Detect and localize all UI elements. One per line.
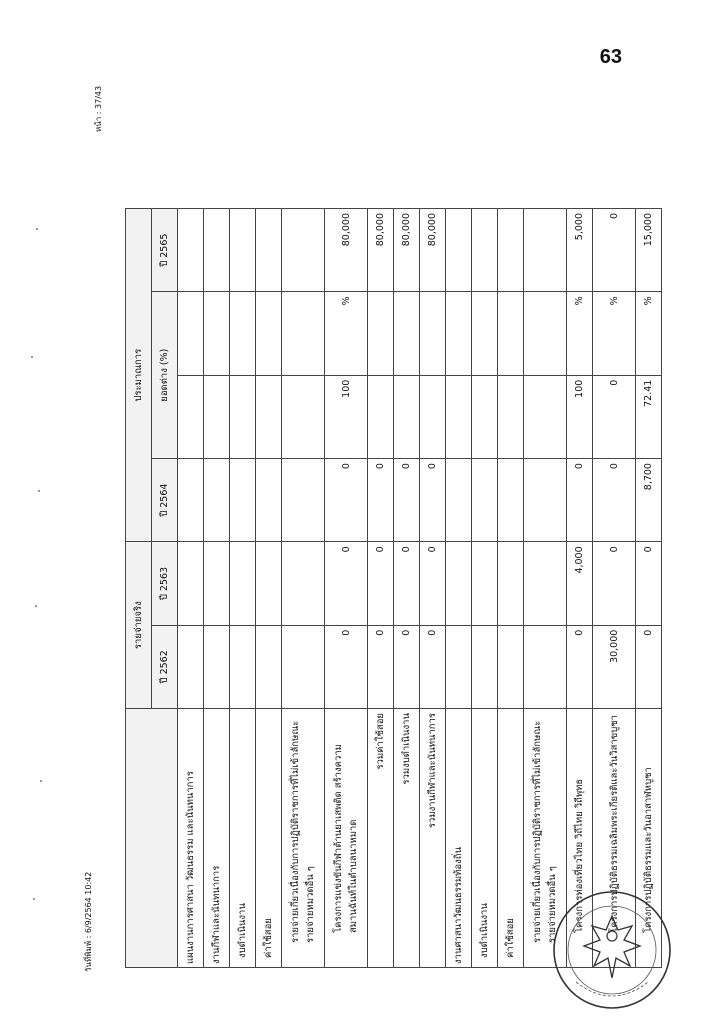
cell-2562 [256,625,282,708]
cell-2564: 0 [593,459,636,542]
cell-2564 [256,459,282,542]
cell-2565 [472,209,498,292]
cell-2564 [204,459,230,542]
table-row [178,209,204,968]
cell-percent-unit [524,292,567,375]
row-label: รายจ่ายเกี่ยวเนื่องกับการปฏิบัติราชการที่ไม่เข้าลักษณะรายจ่ายหมวดอื่น ๆ [282,709,325,968]
cell-percent-unit [230,292,256,375]
cell-percent-unit: % [593,292,636,375]
row-label: งบดำเนินงาน [472,709,498,968]
cell-2562 [498,625,524,708]
cell-2564 [230,459,256,542]
cell-2562 [524,625,567,708]
table-row [325,209,368,968]
cell-diff-percent: 72.41 [636,375,662,458]
cell-percent-unit: % [567,292,593,375]
cell-2562: 0 [420,625,446,708]
header-col-2563: ปี 2563 [152,542,178,625]
table-row [256,209,282,968]
table-row [204,209,230,968]
cell-percent-unit [282,292,325,375]
table-row [420,209,446,968]
cell-2563: 0 [593,542,636,625]
cell-percent-unit [472,292,498,375]
row-label: รวมงานกีฬาและนันทนาการ [420,709,446,968]
cell-2565: 15,000 [636,209,662,292]
cell-2564 [282,459,325,542]
cell-2562 [282,625,325,708]
header-blank-cell [126,709,178,968]
table-row [498,209,524,968]
cell-2562: 0 [567,625,593,708]
row-label: โครงการปฏิบัติธรรมและวันอาสาฬหบูชา [636,709,662,968]
cell-percent-unit [204,292,230,375]
table-row [524,209,567,968]
cell-2564 [524,459,567,542]
cell-diff-percent: 100 [325,375,368,458]
row-label: รวมงบดำเนินงาน [394,709,420,968]
row-label: รวมค่าใช้สอย [368,709,394,968]
header-col-2564: ปี 2564 [152,459,178,542]
cell-2563: 0 [636,542,662,625]
cell-diff-percent [524,375,567,458]
cell-2562: 0 [325,625,368,708]
page-label: หน้า : 37/43 [94,85,103,132]
cell-2563 [230,542,256,625]
cell-2565 [524,209,567,292]
cell-2565: 5,000 [567,209,593,292]
cell-2562 [472,625,498,708]
cell-diff-percent [446,375,472,458]
cell-2565 [230,209,256,292]
cell-2563 [524,542,567,625]
table-row [472,209,498,968]
cell-2564 [446,459,472,542]
cell-percent-unit [420,292,446,375]
cell-diff-percent: 100 [567,375,593,458]
cell-percent-unit [394,292,420,375]
cell-2564: 0 [325,459,368,542]
cell-diff-percent [368,375,394,458]
cell-2563: 0 [368,542,394,625]
table-row [230,209,256,968]
row-label: ค่าใช้สอย [256,709,282,968]
row-label: โครงการปฏิบัติธรรมเฉลิมพระเกียรติและวันวิสาขบูชา [593,709,636,968]
cell-2564: 0 [567,459,593,542]
table-row [368,209,394,968]
header-group-row [126,209,152,968]
cell-percent-unit [368,292,394,375]
table-row [593,209,636,968]
cell-2563 [204,542,230,625]
cell-diff-percent [282,375,325,458]
header-col-diff: ยอดต่าง (%) [152,292,178,459]
cell-2562 [446,625,472,708]
header-col-2562: ปี 2562 [152,625,178,708]
row-label: แผนงานการศาสนา วัฒนธรรม และนันทนาการ [178,709,204,968]
cell-2562 [178,625,204,708]
cell-diff-percent: 0 [593,375,636,458]
cell-2563 [256,542,282,625]
cell-2562: 0 [636,625,662,708]
cell-2564: 0 [394,459,420,542]
row-label: โครงการแข่งขันกีฬาต้านยาเสพติด สร้างความสมานฉันท์ในตำบลนาหมาด [325,709,368,968]
garuda-seal-icon [548,886,676,1014]
cell-2565: 80,000 [394,209,420,292]
cell-2565: 80,000 [420,209,446,292]
table-body [178,209,662,968]
cell-2565 [178,209,204,292]
cell-diff-percent [472,375,498,458]
cell-2564: 8,700 [636,459,662,542]
cell-2562 [230,625,256,708]
cell-percent-unit [446,292,472,375]
cell-2565 [256,209,282,292]
cell-diff-percent [394,375,420,458]
table-row [567,209,593,968]
cell-2562 [204,625,230,708]
budget-table-rotated [125,208,654,968]
cell-2565 [446,209,472,292]
cell-2564: 0 [420,459,446,542]
cell-2565 [204,209,230,292]
cell-2564 [178,459,204,542]
cell-2563: 0 [394,542,420,625]
cell-2563 [178,542,204,625]
cell-percent-unit [256,292,282,375]
header-estimate: ประมาณการ [126,209,152,542]
cell-2565 [498,209,524,292]
cell-2565: 0 [593,209,636,292]
cell-diff-percent [204,375,230,458]
cell-2562: 30,000 [593,625,636,708]
cell-2563: 0 [420,542,446,625]
cell-2562: 0 [394,625,420,708]
budget-table [125,208,662,968]
cell-percent-unit: % [325,292,368,375]
header-actual: รายจ่ายจริง [126,542,152,709]
cell-2563 [498,542,524,625]
cell-2562: 0 [368,625,394,708]
row-label: ค่าใช้สอย [498,709,524,968]
table-row [394,209,420,968]
cell-percent-unit [178,292,204,375]
row-label: รายจ่ายเกี่ยวเนื่องกับการปฏิบัติราชการที่ไม่เข้าลักษณะรายจ่ายหมวดอื่น ๆ [524,709,567,968]
cell-2565 [282,209,325,292]
cell-diff-percent [178,375,204,458]
cell-2565: 80,000 [368,209,394,292]
print-date: วันที่พิมพ์ : 6/9/2564 10:42 [84,871,93,972]
table-row [636,209,662,968]
cell-percent-unit [498,292,524,375]
cell-2563: 0 [325,542,368,625]
cell-diff-percent [230,375,256,458]
cell-2563: 4,000 [567,542,593,625]
cell-2563 [446,542,472,625]
cell-2564 [472,459,498,542]
cell-percent-unit: % [636,292,662,375]
cell-diff-percent [498,375,524,458]
page-number: 63 [599,46,622,68]
cell-diff-percent [420,375,446,458]
cell-2563 [282,542,325,625]
cell-2564 [498,459,524,542]
row-label: งานกีฬาและนันทนาการ [204,709,230,968]
cell-2563 [472,542,498,625]
cell-2564: 0 [368,459,394,542]
header-col-2565: ปี 2565 [152,209,178,292]
row-label: งบดำเนินงาน [230,709,256,968]
cell-diff-percent [256,375,282,458]
table-row [446,209,472,968]
row-label: โครงการท่องเที่ยวไทย วิถีไทย วิถีพุทธ [567,709,593,968]
cell-2565: 80,000 [325,209,368,292]
row-label: งานศาสนาวัฒนธรรมท้องถิ่น [446,709,472,968]
table-row [282,209,325,968]
